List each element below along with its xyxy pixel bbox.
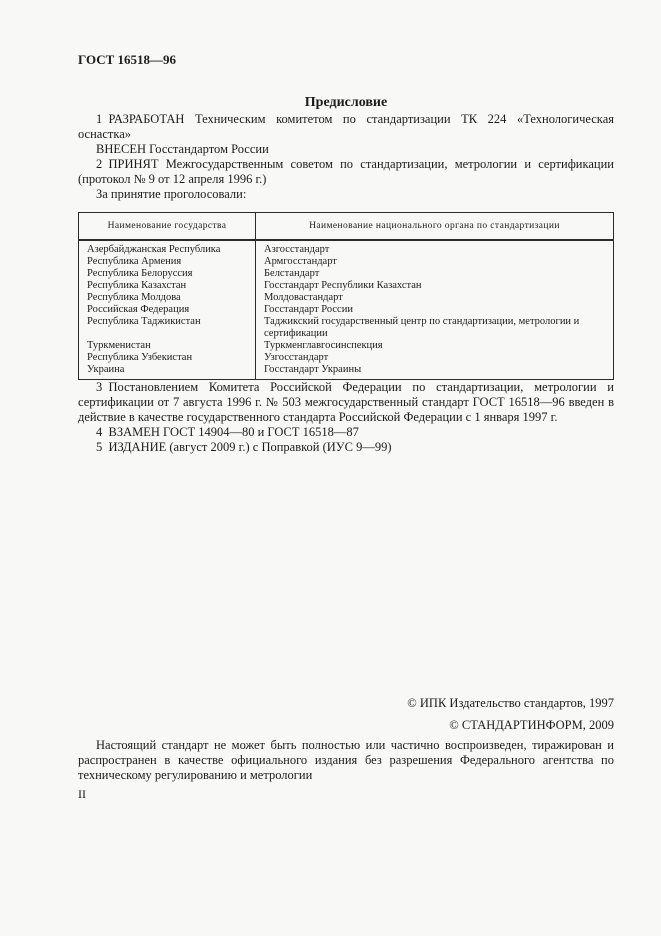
cell-standards-body: Туркменглавгосинспекция <box>264 340 383 351</box>
paragraph-submitted: ВНЕСЕН Госстандартом России <box>96 142 269 156</box>
voting-table <box>78 212 614 380</box>
cell-standards-body: Белстандарт <box>264 268 320 279</box>
paragraph-edition: 5 ИЗДАНИЕ (август 2009 г.) с Поправкой (ИУС 9—99) <box>96 440 392 454</box>
column-header-state: Наименование государства <box>79 213 256 241</box>
cell-state: Российская Федерация <box>79 304 256 316</box>
cell-state: Туркменистан <box>79 340 256 352</box>
cell-state: Республика Казахстан <box>79 280 256 292</box>
cell-state: Республика Белоруссия <box>79 268 256 280</box>
voting-table-body <box>79 240 614 380</box>
page-number: II <box>78 787 86 801</box>
page-title: Предисловие <box>304 95 388 110</box>
cell-state: Республика Таджикистан <box>79 316 256 340</box>
paragraph-adopted: 2 ПРИНЯТ Межгосударственным советом по стандартизации, метрологии и сертификации (протокол № 9 от 12 апреля 1996 г.) <box>78 157 614 186</box>
table-row <box>79 268 614 280</box>
table-row <box>79 316 614 340</box>
cell-state: Азербайджанская Республика <box>79 240 256 256</box>
copyright-line-standartinform: © СТАНДАРТИНФОРМ, 2009 <box>449 718 614 732</box>
doc-code: ГОСТ 16518—96 <box>78 52 177 67</box>
table-row <box>79 352 614 364</box>
table-row <box>79 280 614 292</box>
cell-standards-body: Армгосстандарт <box>264 256 337 267</box>
table-row <box>79 304 614 316</box>
cell-standards-body: Госстандарт Республики Казахстан <box>264 280 422 291</box>
cell-standards-body: Госстандарт Украины <box>264 364 362 375</box>
table-row <box>79 240 614 256</box>
cell-standards-body: Госстандарт России <box>264 304 353 315</box>
paragraph-developed: 1 РАЗРАБОТАН Техническим комитетом по стандартизации ТК 224 «Технологическая оснастка» <box>78 112 614 141</box>
paragraph-enacted: 3 Постановлением Комитета Российской Федерации по стандартизации, метрологии и сертификации от 7 августа 1996 г. № 503 межгосударственный стандарт ГОСТ 16518—96 введен в действие в качестве государственного стандарта Российской Федерации с 1 января 1997 г. <box>78 380 614 424</box>
paragraph-replaces: 4 ВЗАМЕН ГОСТ 14904—80 и ГОСТ 16518—87 <box>96 425 359 439</box>
table-row <box>79 256 614 268</box>
cell-state: Украина <box>79 364 256 380</box>
column-header-standards-body: Наименование национального органа по стандартизации <box>256 213 614 241</box>
cell-standards-body: Таджикский государственный центр по стандартизации, метрологии и сертификации <box>264 316 580 339</box>
cell-standards-body: Узгосстандарт <box>264 352 329 363</box>
cell-state: Республика Молдова <box>79 292 256 304</box>
cell-standards-body: Азгосстандарт <box>264 244 330 255</box>
copyright-block <box>78 692 614 736</box>
paragraph-vote-intro: За принятие проголосовали: <box>96 187 247 201</box>
table-row <box>79 364 614 380</box>
table-row <box>79 292 614 304</box>
paragraph-restriction: Настоящий стандарт не может быть полностью или частично воспроизведен, тиражирован и распространен в качестве официального издания без разрешения Федерального агентства по техническому регулированию и метрологии <box>78 738 614 782</box>
cell-state: Республика Узбекистан <box>79 352 256 364</box>
table-header-row <box>79 213 614 241</box>
cell-state: Республика Армения <box>79 256 256 268</box>
table-row <box>79 340 614 352</box>
cell-standards-body: Молдовастандарт <box>264 292 343 303</box>
copyright-line-ipk: © ИПК Издательство стандартов, 1997 <box>407 696 614 710</box>
